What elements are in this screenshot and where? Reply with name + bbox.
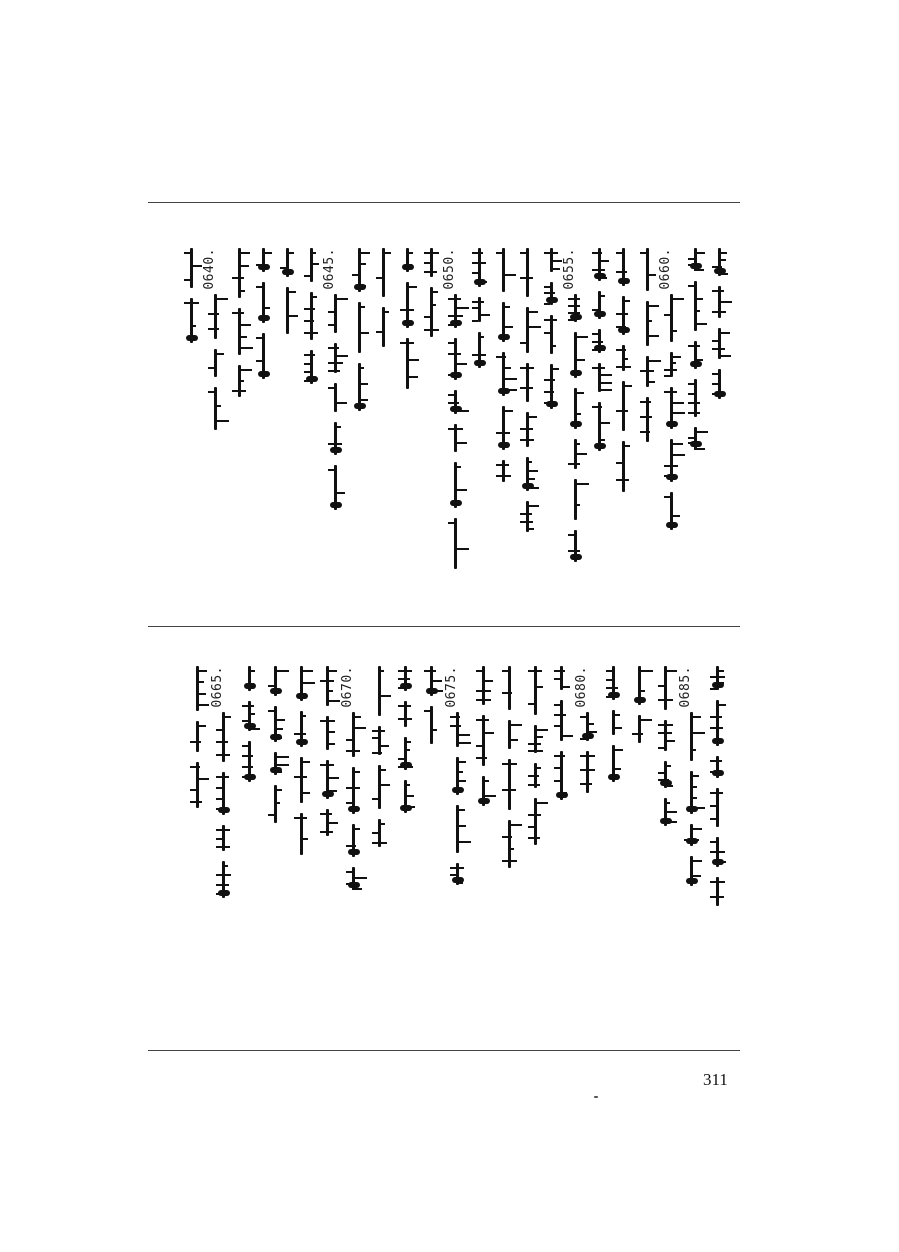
verse-number: 0665. (210, 666, 225, 708)
verse-column (490, 248, 518, 668)
verse-column (466, 248, 494, 668)
verse-column (210, 666, 238, 1096)
verse-number: 0655. (562, 248, 577, 290)
verse-column (250, 248, 278, 668)
verse-column (678, 666, 706, 1096)
verse-column (658, 248, 686, 668)
verse-number: 0645. (322, 248, 337, 290)
verse-column (586, 248, 614, 668)
verse-column (262, 666, 290, 1096)
verse-column (652, 666, 680, 1096)
verse-column (610, 248, 638, 668)
verse-number: 0640. (202, 248, 217, 290)
verse-column (274, 248, 302, 668)
verse-column (288, 666, 316, 1096)
verse-column (314, 666, 342, 1096)
verse-column (704, 666, 732, 1096)
verse-number: 0660. (658, 248, 673, 290)
verse-column (706, 248, 734, 668)
verse-column (562, 248, 590, 668)
verse-column (600, 666, 628, 1096)
verse-column (340, 666, 368, 1096)
verse-column (346, 248, 374, 668)
verse-column (548, 666, 576, 1096)
verse-column (634, 248, 662, 668)
verse-column (202, 248, 230, 668)
verse-number: 0670. (340, 666, 355, 708)
verse-column (442, 248, 470, 668)
verse-column (226, 248, 254, 668)
verse-column (418, 666, 446, 1096)
verse-column (394, 248, 422, 668)
verse-column (184, 666, 212, 1096)
verse-column (298, 248, 326, 668)
verse-column (370, 248, 398, 668)
verse-column (178, 248, 206, 668)
verse-column (496, 666, 524, 1096)
verse-column (418, 248, 446, 668)
verse-column (574, 666, 602, 1096)
page-number: 311 (703, 1070, 728, 1089)
verse-column (366, 666, 394, 1096)
verse-column (522, 666, 550, 1096)
verse-number: 0685. (678, 666, 693, 708)
verse-number: 0650. (442, 248, 457, 290)
verse-column (392, 666, 420, 1096)
top-rule (148, 202, 740, 203)
verse-number: 0680. (574, 666, 589, 708)
verse-column (514, 248, 542, 668)
verse-column (538, 248, 566, 668)
verse-column (626, 666, 654, 1096)
verse-column (682, 248, 710, 668)
verse-column (322, 248, 350, 668)
verse-column (236, 666, 264, 1096)
verse-column (444, 666, 472, 1096)
verse-column (470, 666, 498, 1096)
verse-number: 0675. (444, 666, 459, 708)
print-speck (594, 1096, 598, 1098)
